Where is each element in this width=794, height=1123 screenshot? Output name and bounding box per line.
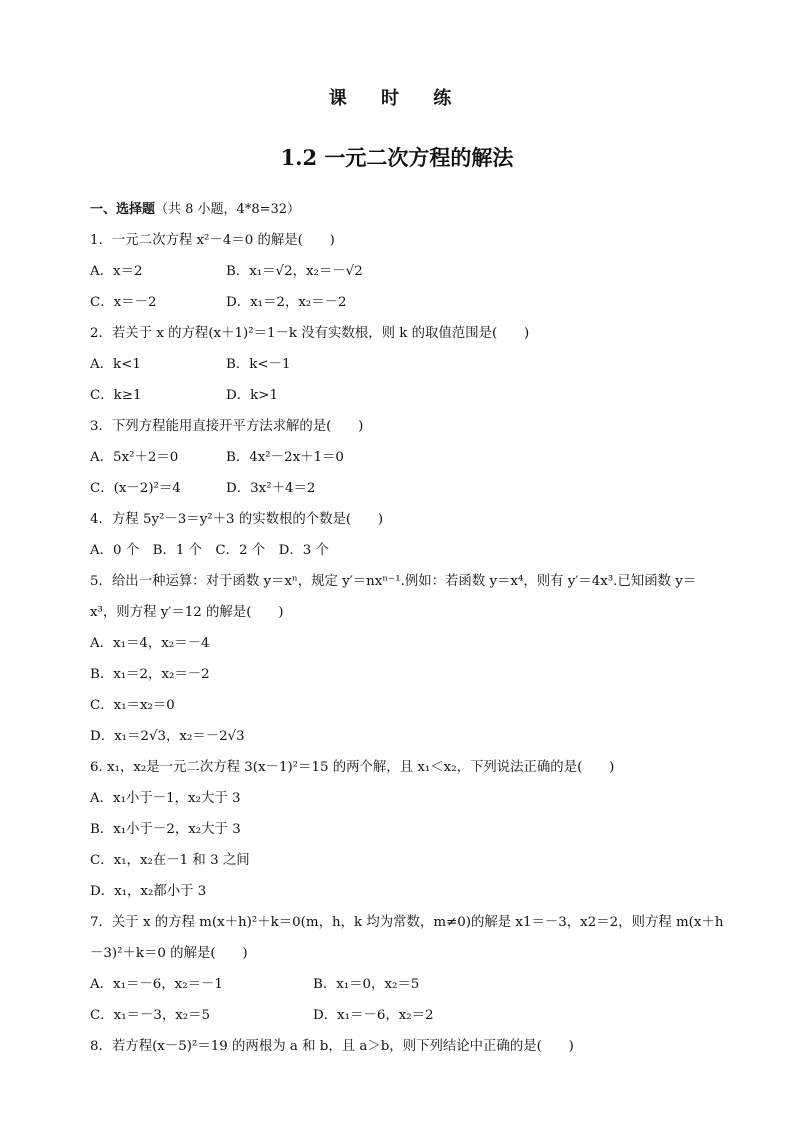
q5-option-c: C．x₁＝x₂＝0 bbox=[90, 698, 175, 713]
q1-stem: 1．一元二次方程 x²－4＝0 的解是( ) bbox=[90, 233, 335, 248]
q5-option-b: B．x₁＝2，x₂＝－2 bbox=[90, 667, 210, 682]
q7-option-a: A．x₁＝－6，x₂＝－1 bbox=[90, 977, 223, 992]
q1-option-b: B．x₁＝√2，x₂＝－√2 bbox=[226, 264, 363, 279]
q7-stem-line1: 7．关于 x 的方程 m(x＋h)²＋k＝0(m，h，k 均为常数，m≠0)的解是 x1＝－3，x2＝2，则方程 m(x＋h bbox=[90, 915, 724, 930]
question-list bbox=[90, 200, 724, 1068]
q1-option-d: D．x₁＝2，x₂＝－2 bbox=[226, 295, 347, 310]
q4-stem: 4．方程 5y²－3＝y²＋3 的实数根的个数是( ) bbox=[90, 512, 384, 527]
q7-stem-line2: －3)²＋k＝0 的解是( ) bbox=[90, 946, 248, 961]
q1-options-row2 bbox=[90, 293, 710, 324]
q6-option-a: A．x₁小于－1，x₂大于 3 bbox=[90, 791, 241, 806]
q2-stem: 2．若关于 x 的方程(x＋1)²＝1－k 没有实数根，则 k 的取值范围是( ) bbox=[90, 326, 530, 341]
q2-options-row2 bbox=[90, 386, 710, 417]
q8-stem: 8．若方程(x－5)²＝19 的两根为 a 和 b，且 a＞b，则下列结论中正确的是( ) bbox=[90, 1039, 574, 1054]
section-heading bbox=[90, 200, 710, 231]
q3-options-row1 bbox=[90, 448, 710, 479]
q5-stem-line1: 5．给出一种运算：对于函数 y＝xⁿ，规定 y′＝nxⁿ⁻¹.例如：若函数 y＝x⁴，则有 y′＝4x³.已知函数 y＝ bbox=[90, 574, 697, 589]
q5-stem-line2: x³，则方程 y′＝12 的解是( ) bbox=[90, 605, 284, 620]
section-label: 一、选择题 bbox=[90, 202, 156, 217]
q4-options: A．0 个 B．1 个 C．2 个 D．3 个 bbox=[90, 543, 329, 558]
q5-option-a: A．x₁＝4，x₂＝－4 bbox=[90, 636, 210, 651]
q2-options-row1 bbox=[90, 355, 710, 386]
page-title: 1.2 一元二次方程的解法 bbox=[280, 145, 514, 170]
section-note: （共 8 小题，4*8=32） bbox=[155, 202, 301, 217]
q1-options-row1 bbox=[90, 262, 710, 293]
q7-options-row2 bbox=[90, 1006, 710, 1037]
q3-option-a: A．5x²＋2＝0 bbox=[90, 450, 179, 465]
page-header: 课 时 练 bbox=[328, 88, 466, 109]
q6-stem: 6. x₁，x₂是一元二次方程 3(x－1)²＝15 的两个解，且 x₁＜x₂，下列说法正确的是( ) bbox=[90, 760, 615, 775]
q7-option-c: C．x₁＝－3，x₂＝5 bbox=[90, 1008, 211, 1023]
q7-option-d: D．x₁＝－6，x₂＝2 bbox=[313, 1008, 434, 1023]
q5-option-d: D．x₁＝2√3，x₂＝－2√3 bbox=[90, 729, 245, 744]
q3-option-b: B．4x²－2x＋1＝0 bbox=[226, 450, 344, 465]
q2-option-d: D．k>1 bbox=[226, 388, 278, 403]
q6-option-c: C．x₁，x₂在－1 和 3 之间 bbox=[90, 853, 250, 868]
q2-option-b: B．k<－1 bbox=[226, 357, 291, 372]
q1-option-c: C．x＝－2 bbox=[90, 295, 157, 310]
q2-option-c: C．k≥1 bbox=[90, 388, 142, 403]
q3-option-d: D．3x²＋4＝2 bbox=[226, 481, 316, 496]
q7-options-row1 bbox=[90, 975, 710, 1006]
q3-stem: 3．下列方程能用直接开平方法求解的是( ) bbox=[90, 419, 364, 434]
q1-option-a: A．x＝2 bbox=[90, 264, 143, 279]
q2-option-a: A．k<1 bbox=[90, 357, 141, 372]
q7-option-b: B．x₁＝0，x₂＝5 bbox=[313, 977, 420, 992]
q6-option-d: D．x₁，x₂都小于 3 bbox=[90, 884, 207, 899]
q3-options-row2 bbox=[90, 479, 710, 510]
q3-option-c: C．(x－2)²＝4 bbox=[90, 481, 181, 496]
q6-option-b: B．x₁小于－2，x₂大于 3 bbox=[90, 822, 241, 837]
